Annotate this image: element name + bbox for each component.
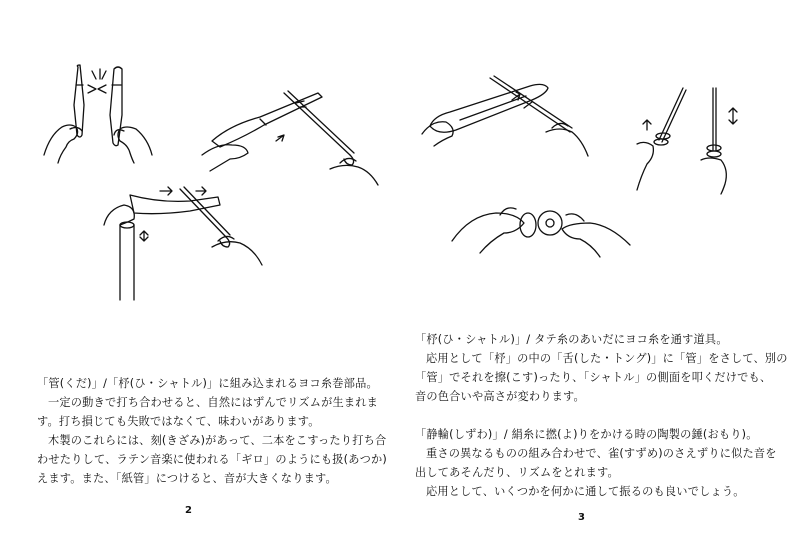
illustration-paper-tube xyxy=(100,185,265,305)
paragraph-line: 「静輪(しずわ)」/ 絹糸に撚(よ)りをかける時の陶製の錘(おもり)。 xyxy=(415,428,758,441)
paragraph-line: 木製のこれらには、刻(きざみ)があって、二本をこすったり打ち合 xyxy=(48,434,387,447)
paragraph-line: す。打ち損じても失敗ではなくて、味わいがあります。 xyxy=(37,415,320,428)
illustration-stick-rubbing xyxy=(200,85,380,190)
left-page-body-text xyxy=(37,374,387,488)
right-page-body-text xyxy=(415,330,788,501)
paragraph-line: 出してあそんだり、リズムをとれます。 xyxy=(415,466,619,479)
paragraph-line: 「杼(ひ・シャトル)」/ タテ糸のあいだにヨコ糸を通す道具。 xyxy=(415,333,728,346)
paragraph-line: えます。また、「紙管」につけると、音が大きくなります。 xyxy=(37,472,337,485)
illustration-shuttle xyxy=(420,70,590,170)
illustration-spindle-sticks xyxy=(625,80,750,195)
illustration-ceramic-weight xyxy=(450,185,635,265)
paragraph-line: 「管(くだ)」/「杼(ひ・シャトル)」に組み込まれるヨコ糸巻部品。 xyxy=(37,377,378,390)
paragraph-line: 応用として「杼」の中の「舌(した・トング)」に「管」をさして、別の xyxy=(426,352,788,365)
right-page xyxy=(400,0,800,550)
paragraph-line: わせたりして、ラテン音楽に使われる「ギロ」のようにも扱(あつか) xyxy=(37,453,387,466)
paragraph-line: 一定の動きで打ち合わせると、自然にはずんでリズムが生まれま xyxy=(48,396,379,409)
page-number: 3 xyxy=(578,512,585,523)
page-number: 2 xyxy=(185,505,192,516)
paragraph-line: 音の色合いや高さが変わります。 xyxy=(415,390,585,403)
paragraph-line: 「管」でそれを擦(こす)ったり、「シャトル」の側面を叩くだけでも、 xyxy=(415,371,772,384)
illustration-bobbins-striking xyxy=(40,55,160,165)
paragraph-line: 応用として、いくつかを何かに通して振るのも良いでしょう。 xyxy=(426,485,745,498)
paragraph-line: 重さの異なるものの組み合わせで、雀(すずめ)のさえずりに似た音を xyxy=(426,447,777,460)
